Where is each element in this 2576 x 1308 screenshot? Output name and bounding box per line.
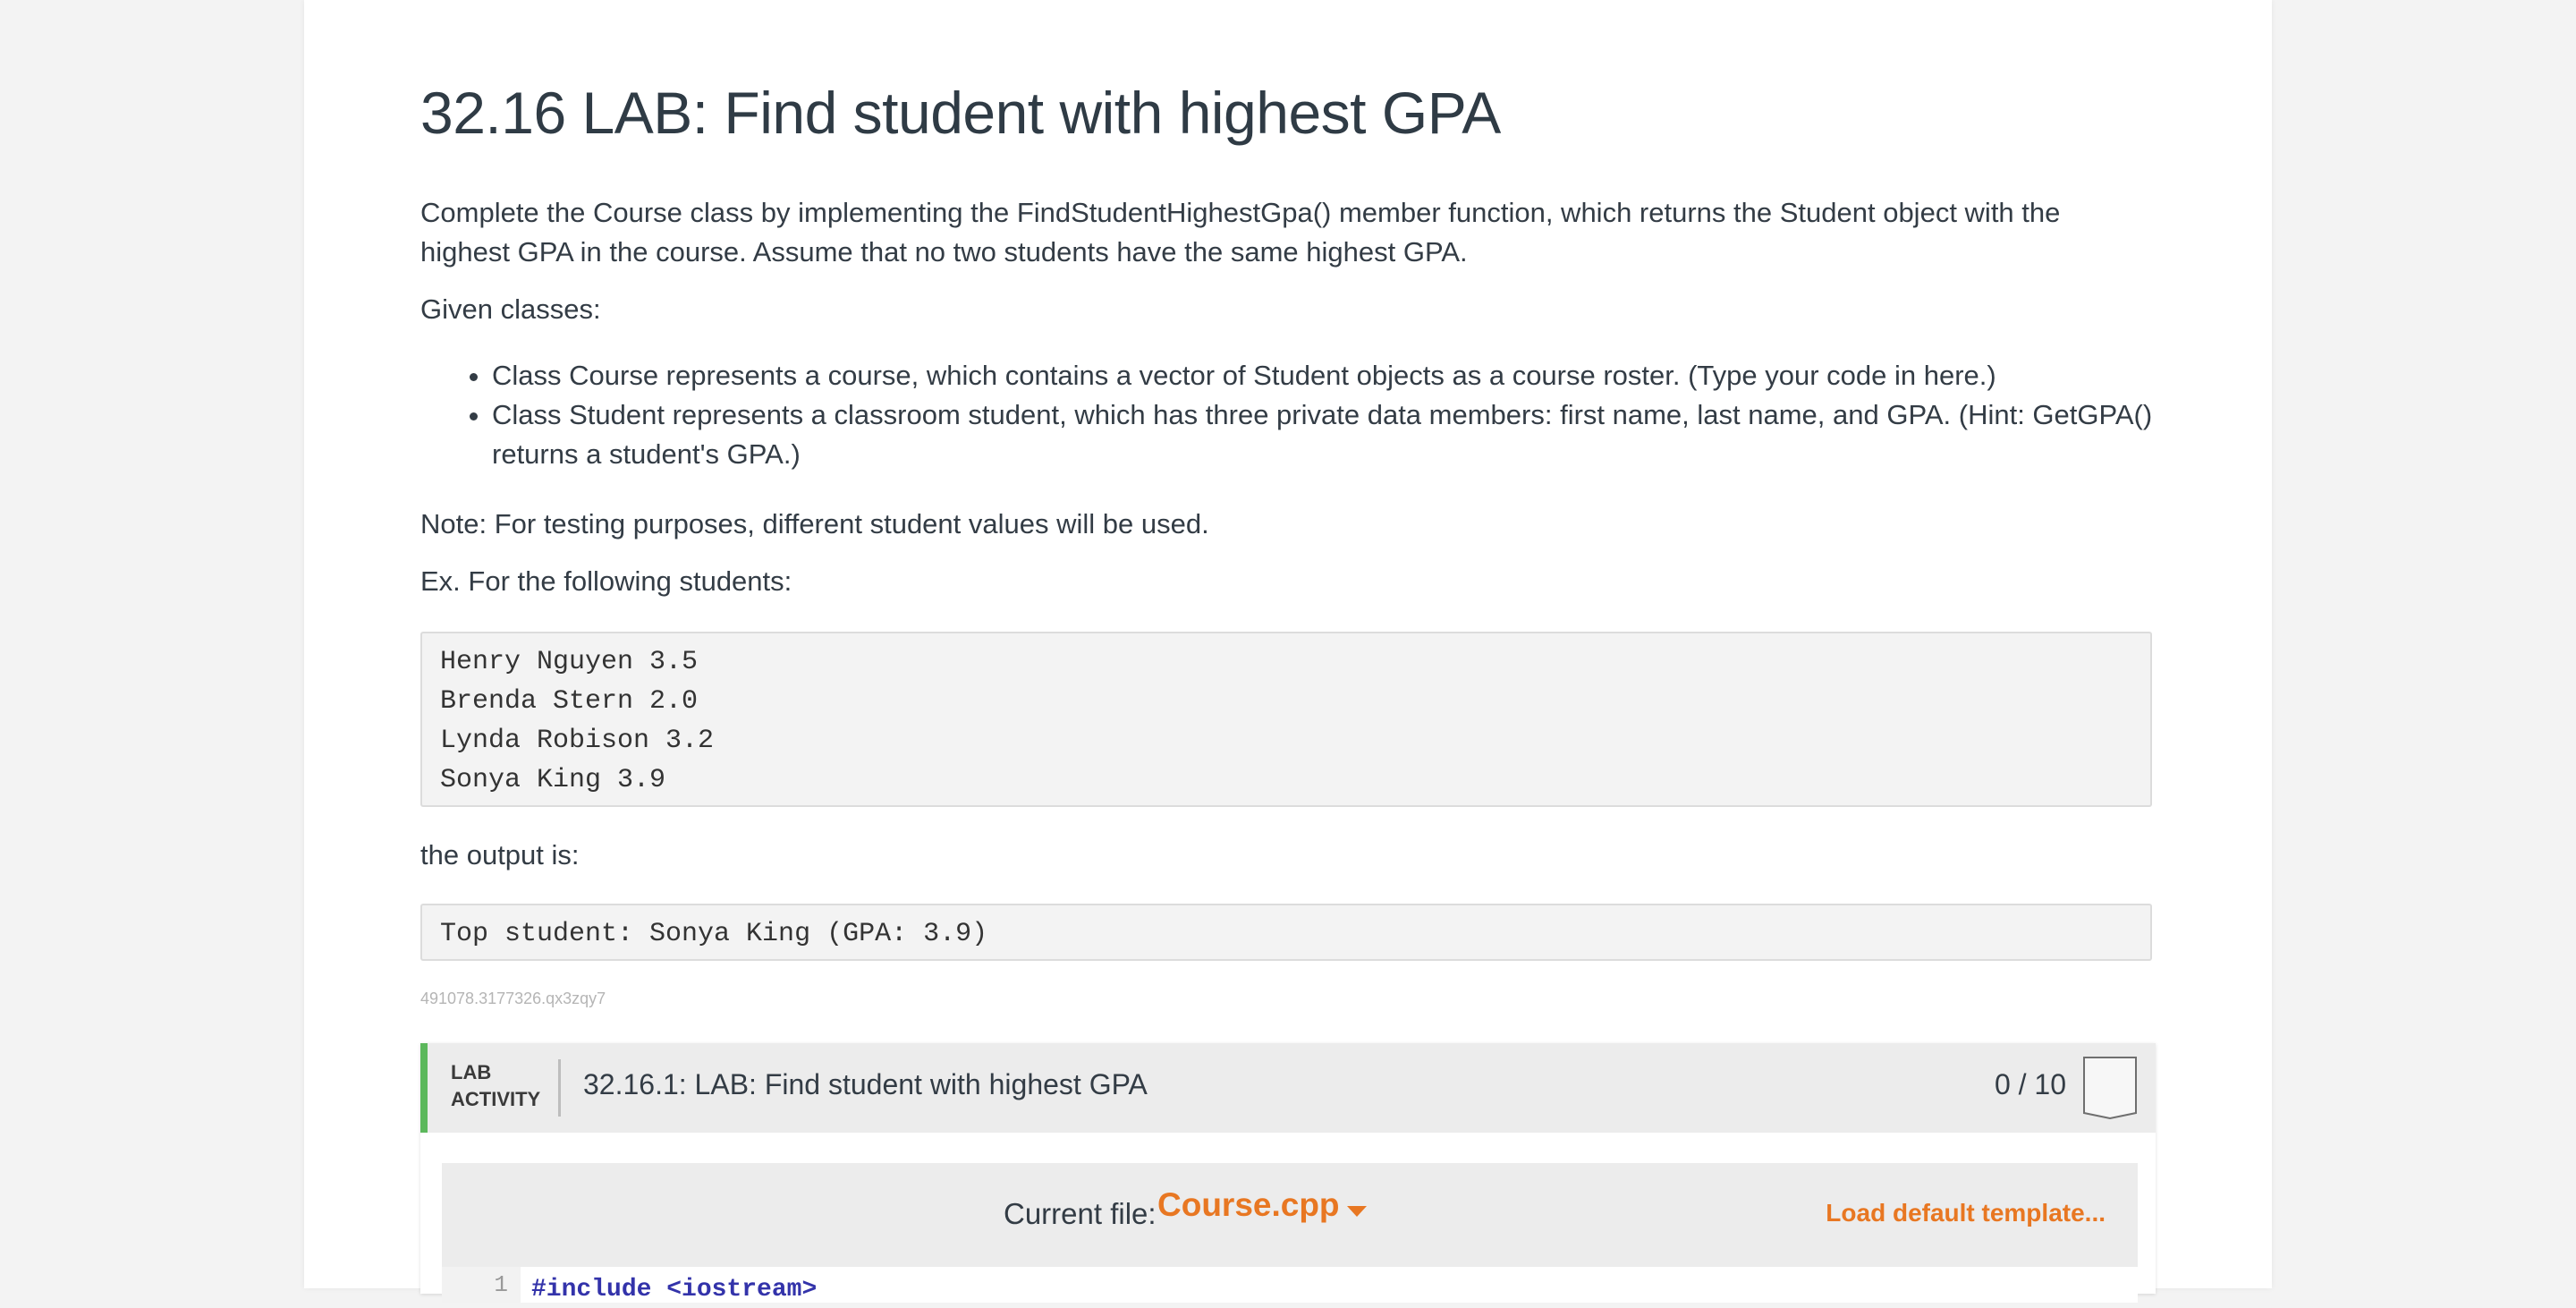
activity-header [420, 1043, 2156, 1133]
activity-title: 32.16.1: LAB: Find student with highest GPA [583, 1068, 1148, 1100]
intro-paragraph: Complete the Course class by implementing the FindStudentHighestGpa() member function, which returns the Student object with the highest GPA in the course. Assume that no two students have the same highest GPA. [420, 197, 2061, 268]
line-number: 1 [442, 1267, 521, 1303]
lab-activity-tag [451, 1059, 540, 1113]
code-editor[interactable] [442, 1267, 2138, 1303]
example-input-block [420, 632, 2152, 807]
code-line[interactable]: #include <iostream> [531, 1276, 818, 1304]
class-list [420, 356, 2156, 474]
example-input-line: Brenda Stern 2.0 [440, 686, 699, 717]
current-file-label: Current file: [1004, 1197, 1157, 1230]
chevron-down-icon[interactable] [1347, 1206, 1367, 1217]
example-output-block [420, 904, 2152, 961]
score-badge-icon [2082, 1056, 2138, 1120]
score-text: 0 / 10 [1994, 1068, 2066, 1100]
given-classes-label: Given classes: [420, 293, 601, 325]
output-label: the output is: [420, 839, 580, 871]
file-selector-bar [442, 1163, 2138, 1267]
example-label: Ex. For the following students: [420, 565, 792, 597]
example-input-line: Henry Nguyen 3.5 [440, 647, 699, 677]
lab-tag-line: LAB [451, 1061, 492, 1083]
note-paragraph: Note: For testing purposes, different student values will be used. [420, 508, 1209, 539]
page [304, 0, 2272, 1304]
divider [558, 1059, 561, 1117]
lab-activity [420, 1043, 2156, 1304]
example-input-line: Lynda Robison 3.2 [440, 726, 715, 756]
load-default-template-link[interactable]: Load default template... [1826, 1199, 2106, 1227]
code-identifier: 491078.3177326.qx3zqy7 [420, 989, 606, 1007]
example-input-line: Sonya King 3.9 [440, 765, 666, 795]
list-item: • Class Student represents a classroom student, which has three private data members: first name, last name, and GPA. (Hint: GetGPA() returns a student's GPA.) [492, 395, 2156, 474]
current-file-dropdown[interactable]: Course.cpp [1157, 1186, 1340, 1223]
list-item: • Class Course represents a course, which contains a vector of Student objects as a course roster. (Type your code in here.) [492, 356, 2156, 395]
page-title: 32.16 LAB: Find student with highest GPA [420, 80, 1501, 146]
lab-tag-line: ACTIVITY [451, 1088, 541, 1110]
example-output-line: Top student: Sonya King (GPA: 3.9) [440, 919, 988, 949]
